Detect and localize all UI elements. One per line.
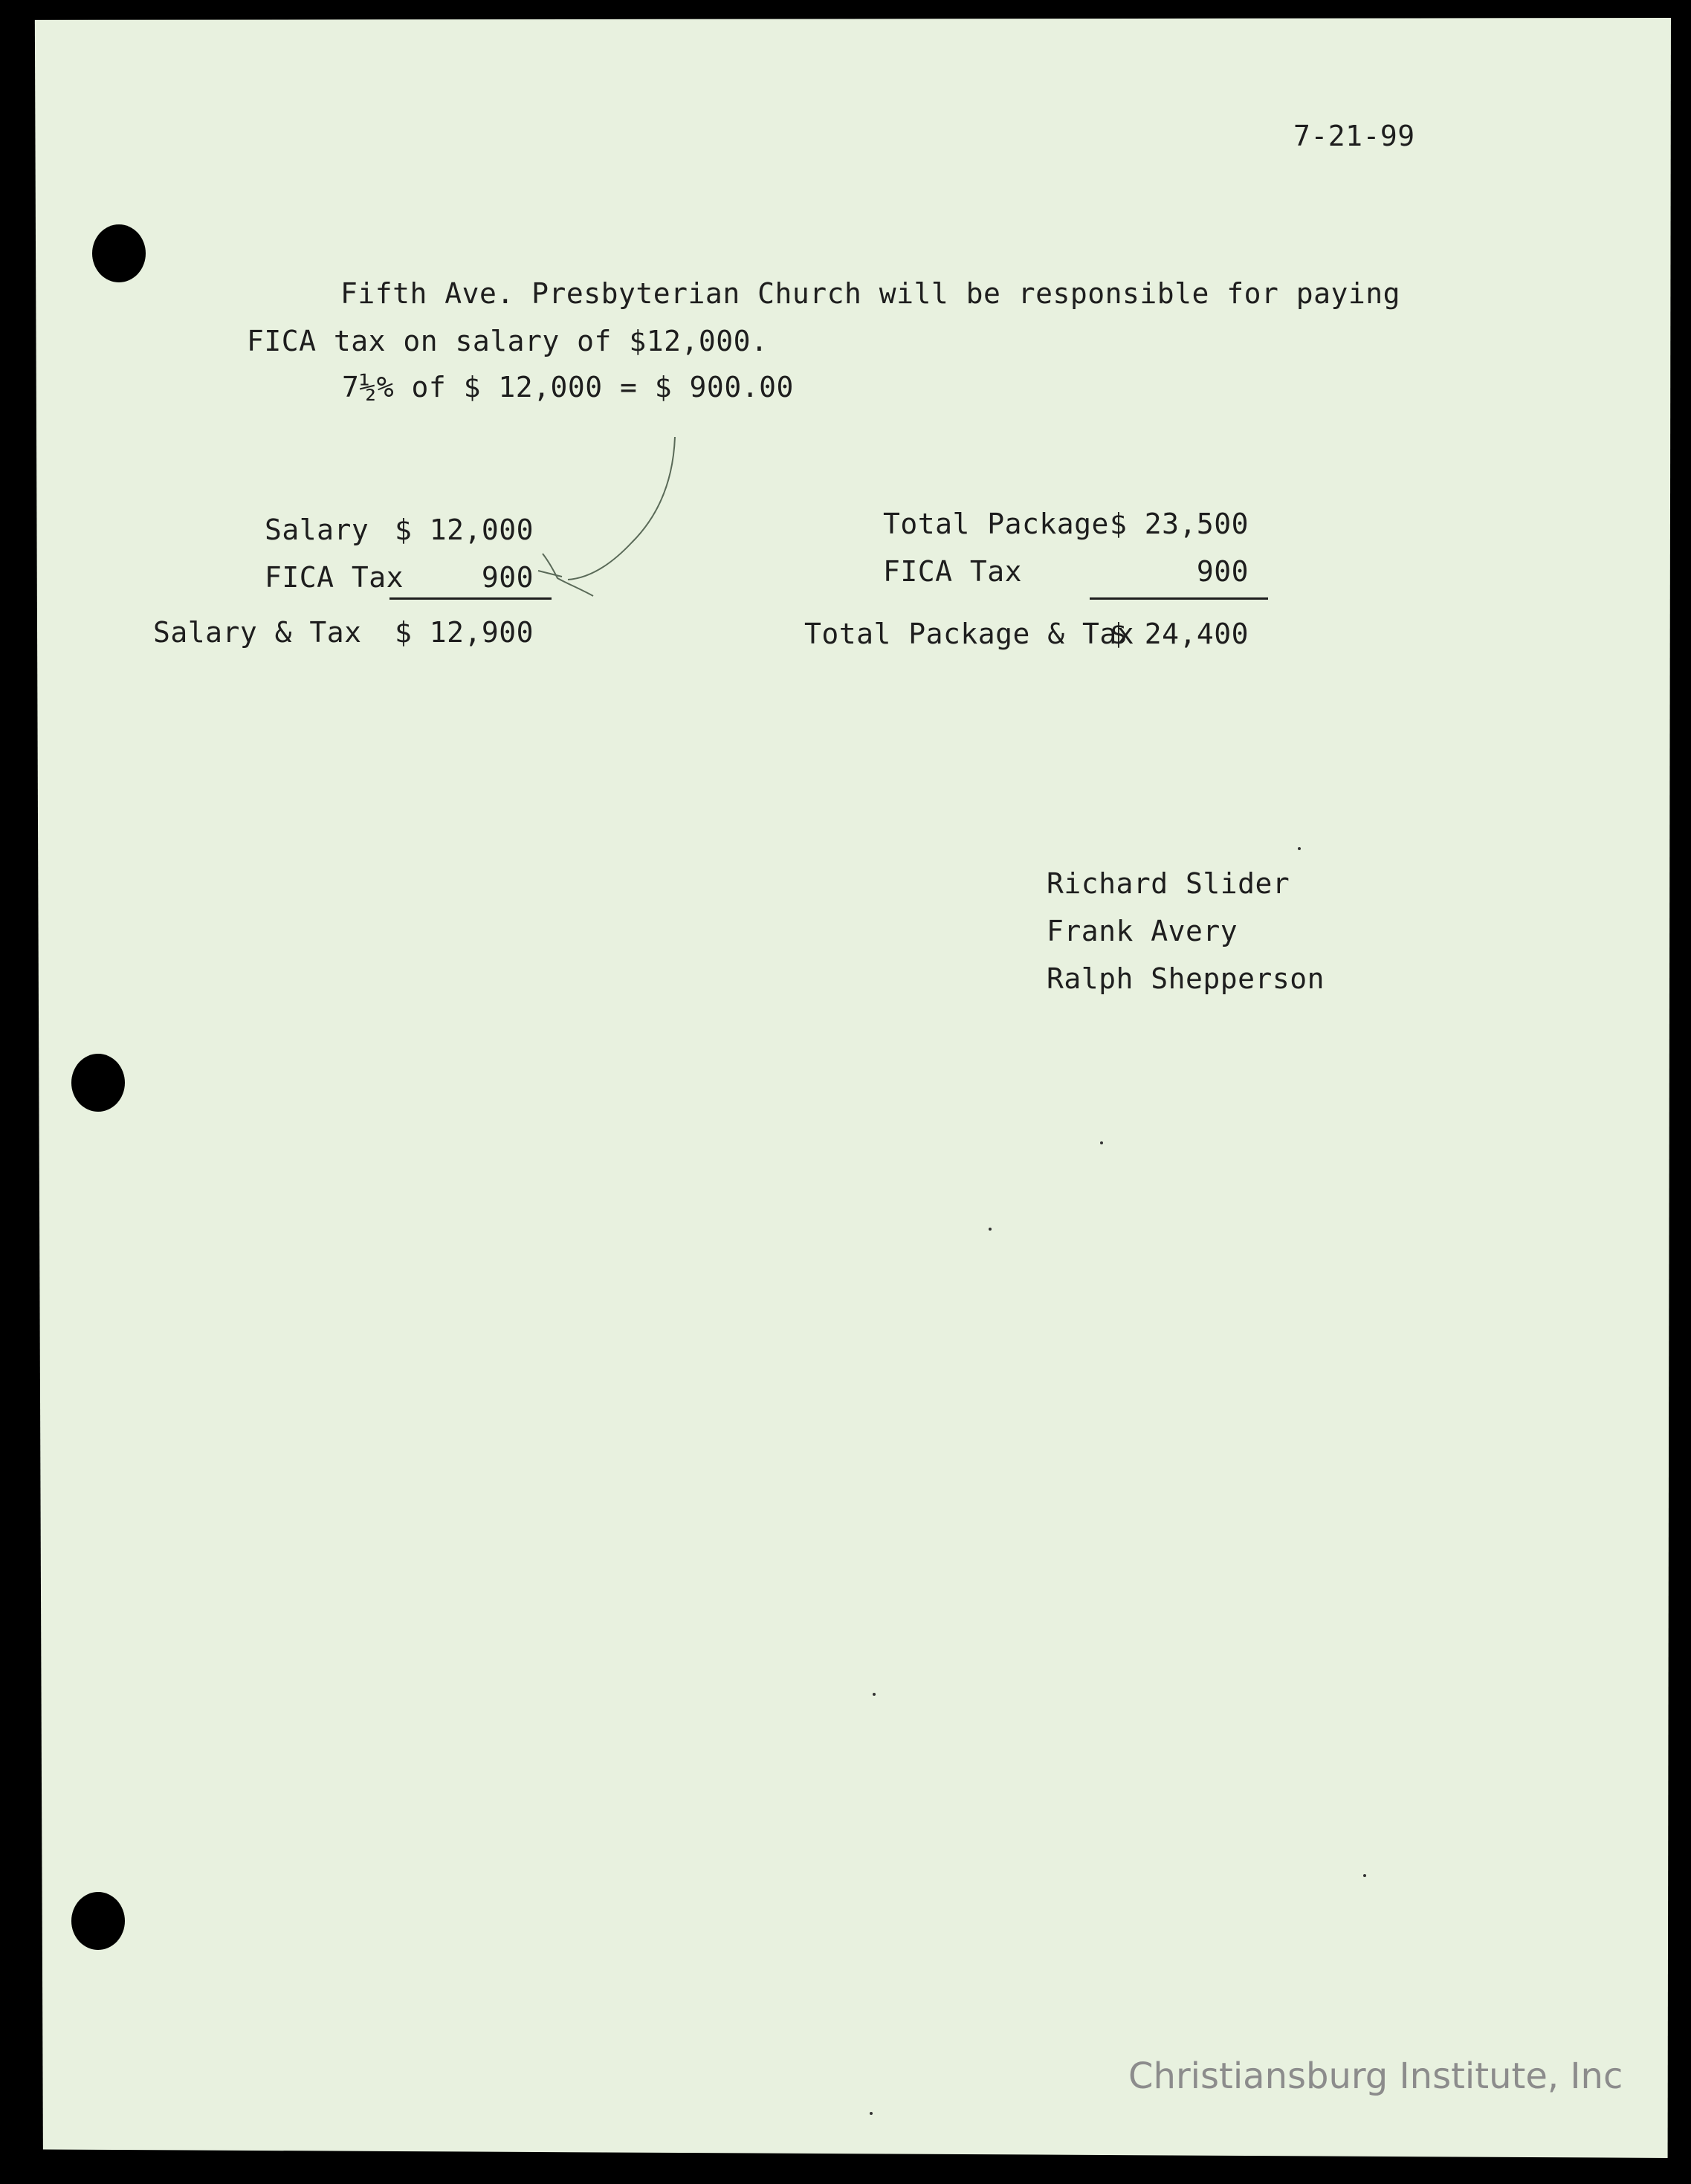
signatory-name: Frank Avery (1047, 915, 1238, 947)
salary-and-tax-value: $ 12,900 (394, 616, 534, 649)
total-package-value: $ 23,500 (1109, 508, 1249, 540)
scan-speck (873, 1693, 876, 1696)
watermark: Christiansburg Institute, Inc (1128, 2055, 1623, 2097)
salary-label: Salary (265, 513, 369, 546)
punch-hole (71, 1054, 125, 1112)
document-date: 7-21-99 (1293, 120, 1415, 152)
total-package-and-tax-value: $ 24,400 (1109, 618, 1249, 650)
right-sum-rule (1090, 597, 1268, 600)
intro-line-2: FICA tax on salary of $12,000. (247, 325, 769, 357)
punch-hole (92, 224, 146, 282)
total-package-label: Total Package (883, 508, 1109, 540)
total-package-and-tax-label: Total Package & Tax (804, 618, 1135, 650)
scan-speck (1298, 847, 1301, 850)
right-fica-tax-value: 900 (1196, 555, 1249, 588)
right-fica-tax-label: FICA Tax (883, 555, 1023, 588)
intro-line-1: Fifth Ave. Presbyterian Church will be responsible for paying (340, 277, 1401, 310)
fica-tax-label: FICA Tax (265, 561, 404, 594)
scan-speck (870, 2112, 873, 2115)
scan-speck (1100, 1141, 1103, 1144)
salary-and-tax-label: Salary & Tax (153, 616, 362, 649)
punch-hole (71, 1892, 125, 1950)
signatory-name: Richard Slider (1047, 867, 1290, 900)
fica-calculation: 7½% of $ 12,000 = $ 900.00 (342, 371, 794, 404)
scan-speck (1363, 1874, 1366, 1877)
fica-tax-value: 900 (481, 561, 534, 594)
signatory-name: Ralph Shepperson (1047, 962, 1325, 995)
salary-value: $ 12,000 (394, 513, 534, 546)
handwritten-check-mark (520, 431, 684, 617)
scan-speck (989, 1228, 992, 1231)
